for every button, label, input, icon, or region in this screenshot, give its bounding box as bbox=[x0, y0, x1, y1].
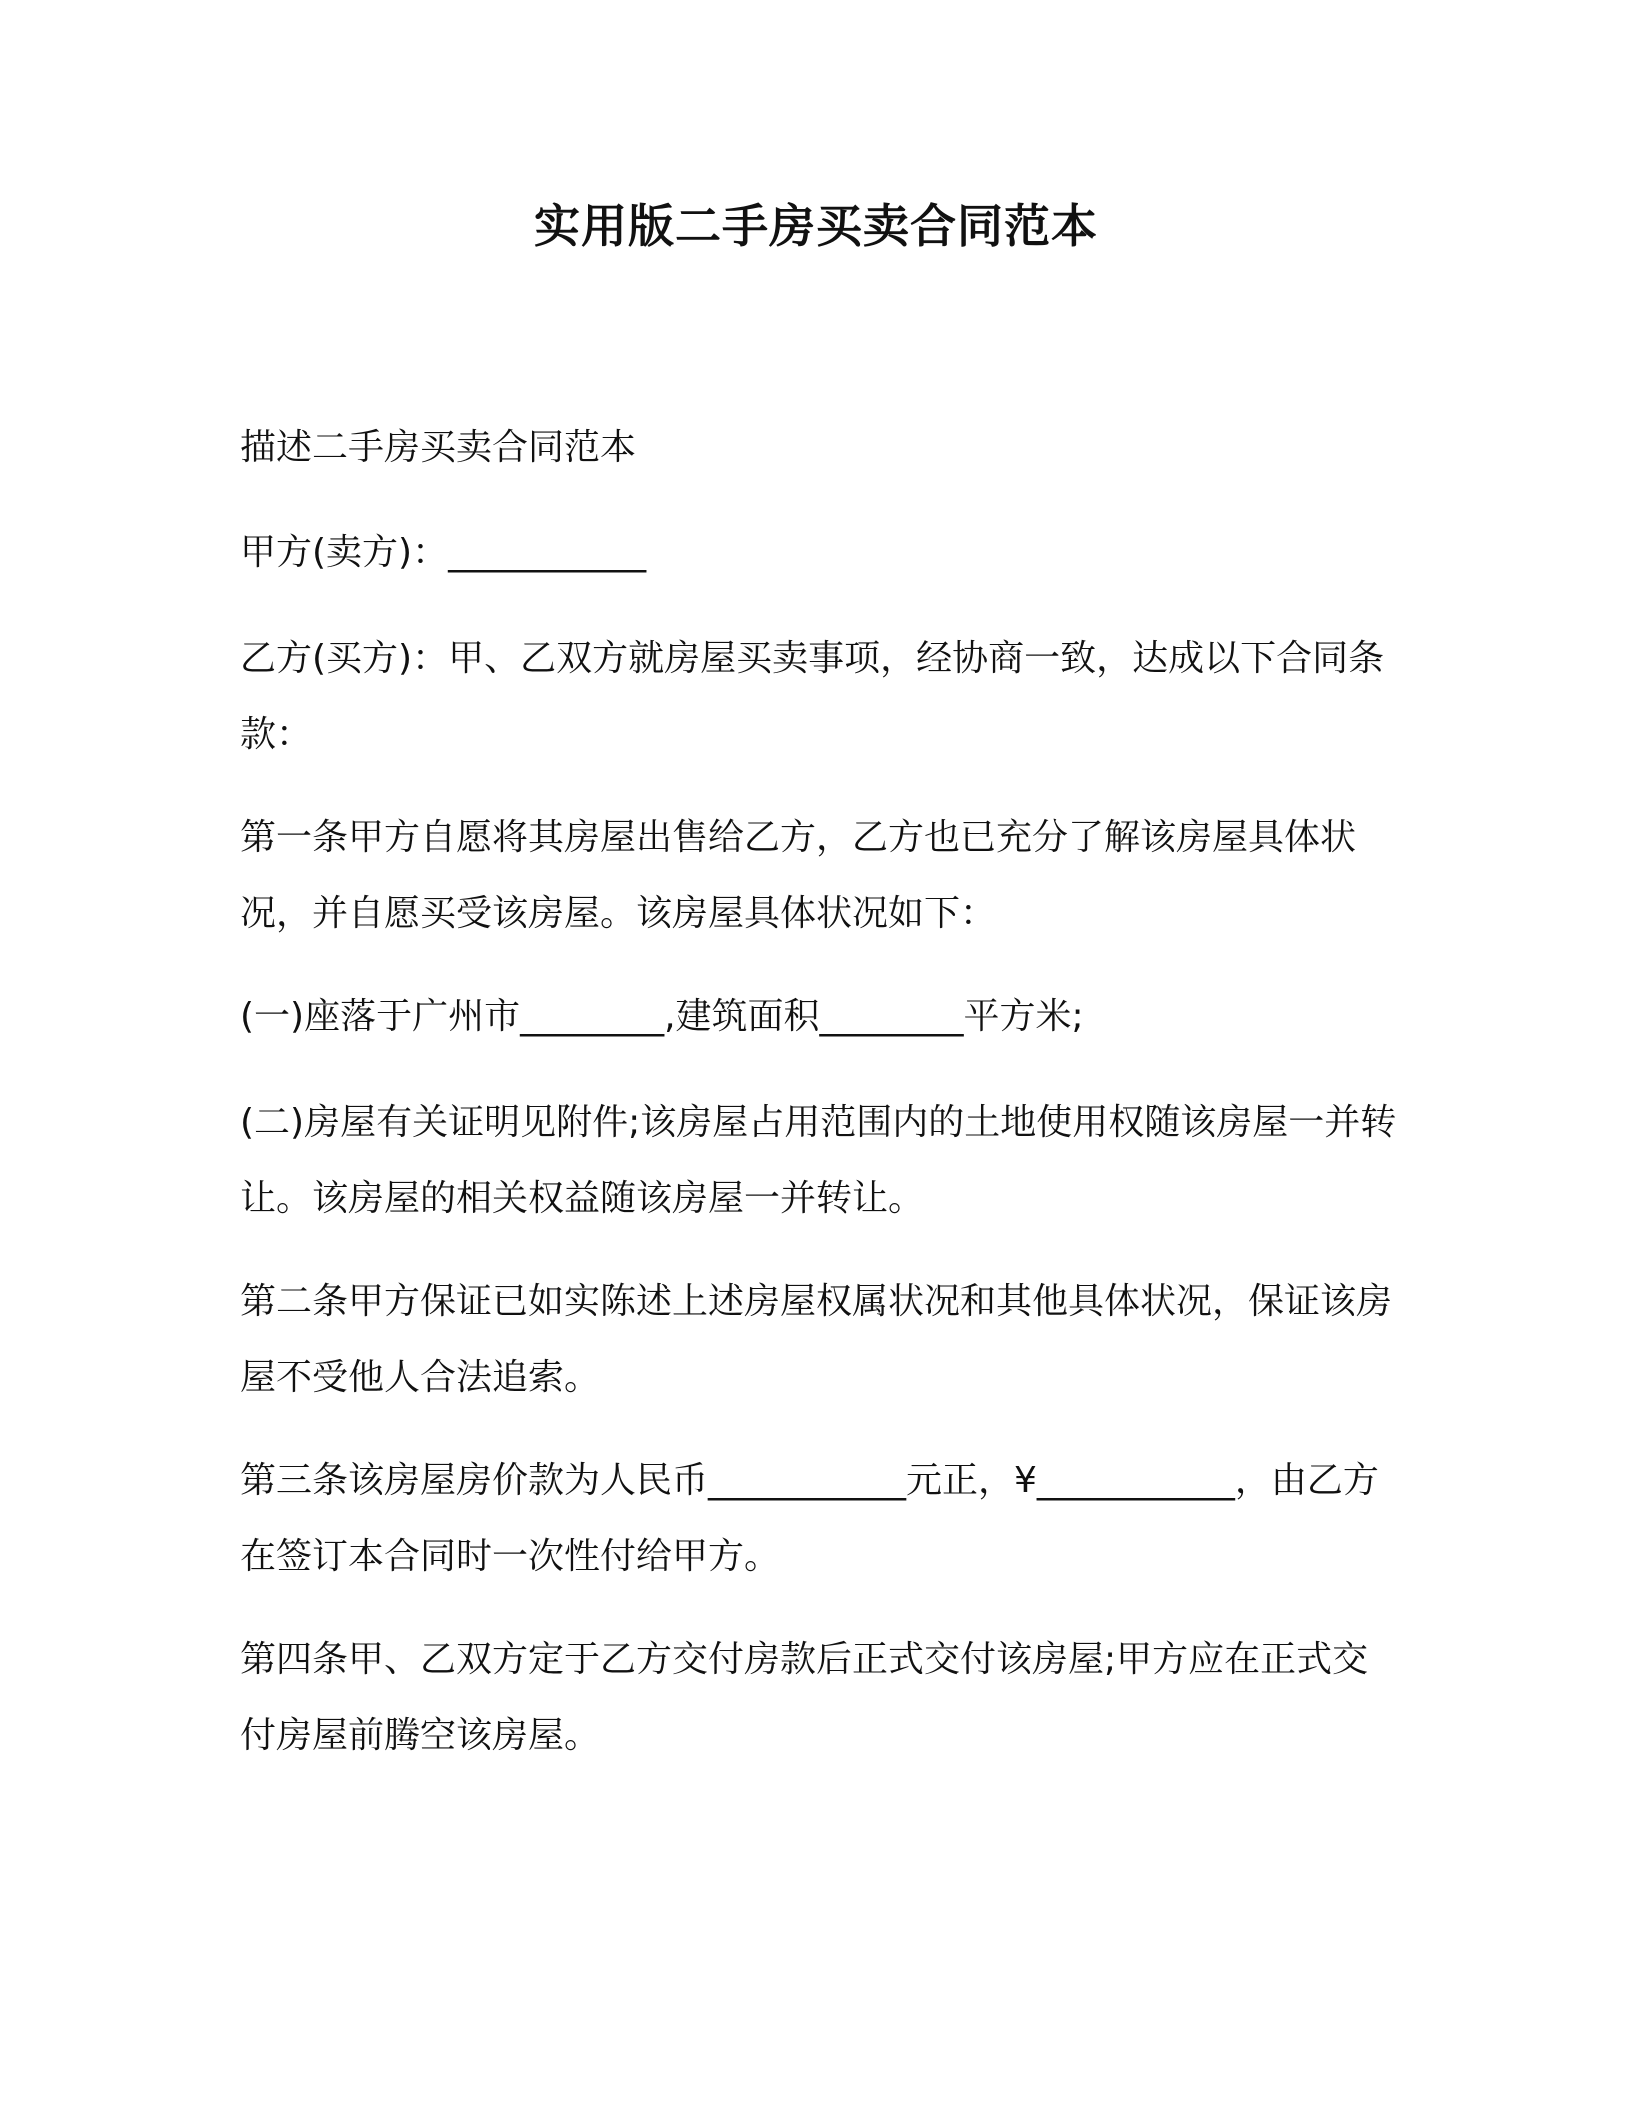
paragraph-article-4: 第四条甲、乙双方定于乙方交付房款后正式交付该房屋;甲方应在正式交付房屋前腾空该房屋。 bbox=[240, 1639, 1369, 1756]
paragraph-item-1: (一)座落于广州市________,建筑面积________平方米; bbox=[240, 996, 1084, 1037]
paragraph-description: 描述二手房买卖合同范本 bbox=[240, 427, 637, 468]
paragraph-party-b: 乙方(买方)：甲、乙双方就房屋买卖事项，经协商一致，达成以下合同条款： bbox=[240, 638, 1385, 755]
document-title: 实用版二手房买卖合同范本 bbox=[534, 199, 1098, 253]
paragraph-article-3: 第三条该房屋房价款为人民币___________元正，¥___________，由乙方在签订本合同时一次性付给甲方。 bbox=[240, 1460, 1379, 1577]
paragraph-article-2: 第二条甲方保证已如实陈述上述房屋权属状况和其他具体状况，保证该房屋不受他人合法追索。 bbox=[240, 1281, 1393, 1398]
paragraph-item-2: (二)房屋有关证明见附件;该房屋占用范围内的土地使用权随该房屋一并转让。该房屋的相关权益随该房屋一并转让。 bbox=[240, 1102, 1397, 1219]
paragraph-party-a: 甲方(卖方)：___________ bbox=[240, 532, 647, 573]
paragraph-article-1: 第一条甲方自愿将其房屋出售给乙方，乙方也已充分了解该房屋具体状况，并自愿买受该房屋。该房屋具体状况如下： bbox=[240, 817, 1357, 934]
